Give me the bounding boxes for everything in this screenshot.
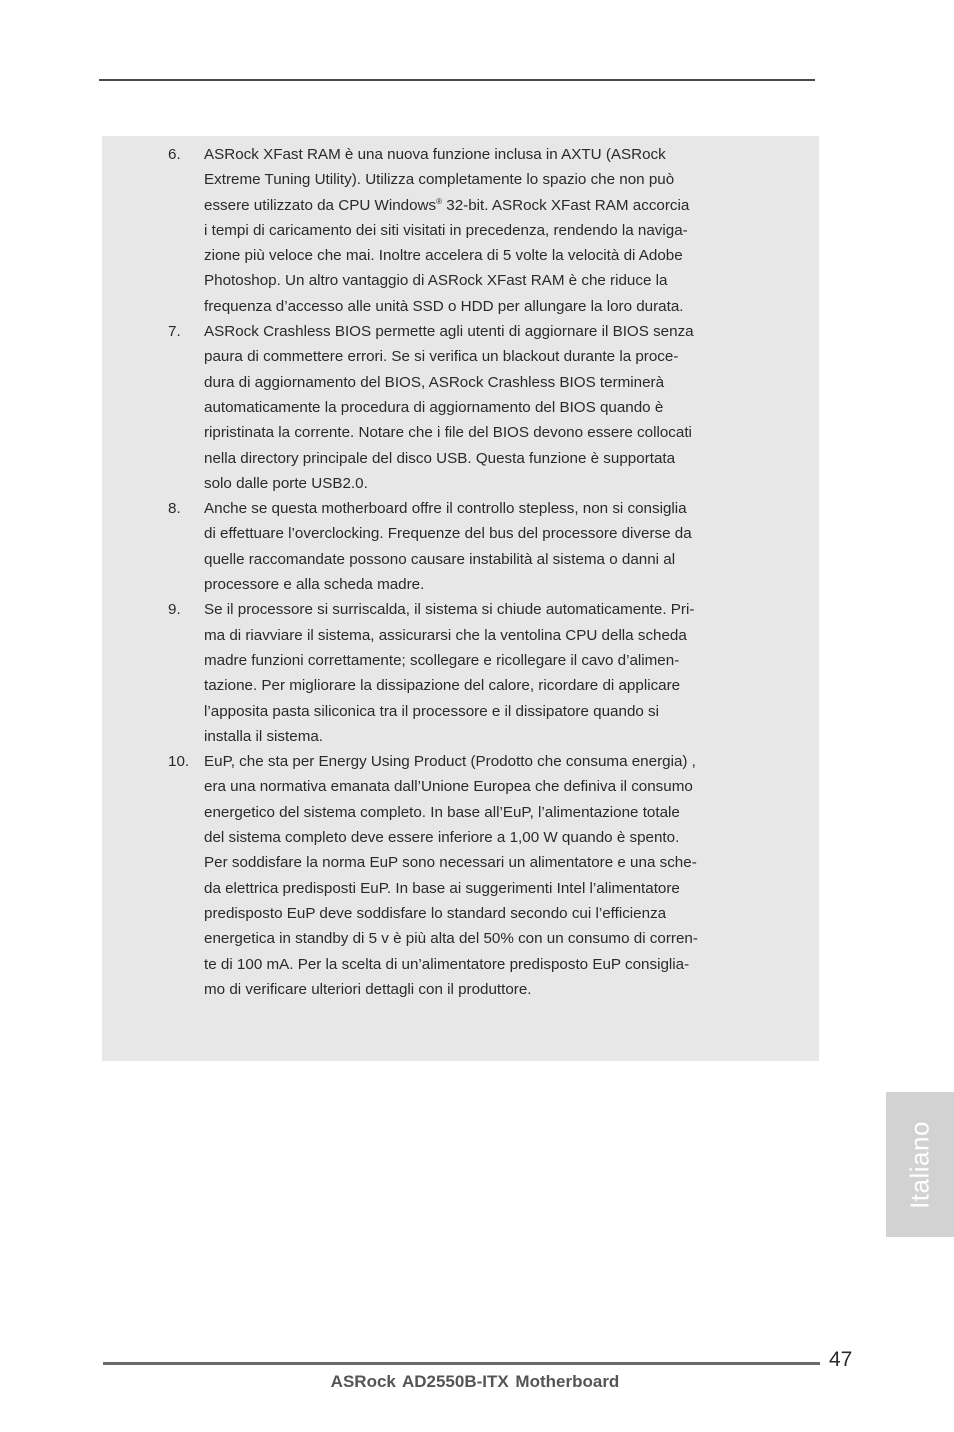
note-line-text: 32-bit. ASRock XFast RAM accorcia bbox=[442, 196, 690, 214]
note-line: frequenza d’accesso alle unità SSD o HDD per allungare la loro durata. bbox=[204, 297, 684, 315]
footer-divider bbox=[103, 1362, 820, 1365]
note-line: solo dalle porte USB2.0. bbox=[204, 474, 368, 492]
note-line: da elettrica predisposti EuP. In base ai suggerimenti Intel l’alimentatore bbox=[204, 879, 680, 897]
note-item-9 bbox=[168, 597, 758, 749]
note-line: energetico del sistema completo. In base all’EuP, l’alimentazione totale bbox=[204, 803, 680, 821]
notes-list bbox=[168, 142, 758, 1002]
note-line: ASRock Crashless BIOS permette agli utenti di aggiornare il BIOS senza bbox=[204, 323, 694, 341]
registered-mark: ® bbox=[436, 196, 443, 206]
note-line: ma di riavviare il sistema, assicurarsi che la ventolina CPU della scheda bbox=[204, 626, 687, 644]
note-line: processore e alla scheda madre. bbox=[204, 576, 425, 594]
note-item-7 bbox=[168, 319, 758, 496]
note-line: Per soddisfare la norma EuP sono necessari un alimentatore e una sche- bbox=[204, 854, 697, 872]
note-line: Photoshop. Un altro vantaggio di ASRock XFast RAM è che riduce la bbox=[204, 272, 668, 290]
language-tab-label: Italiano bbox=[904, 1120, 935, 1209]
note-line: di effettuare l’overclocking. Frequenze del bus del processore diverse da bbox=[204, 525, 692, 543]
note-number: 7. bbox=[168, 323, 181, 341]
note-line: Se il processore si surriscalda, il sistema si chiude automaticamente. Pri- bbox=[204, 601, 695, 619]
footer-title: ASRock AD2550B-ITX Motherboard bbox=[330, 1372, 620, 1391]
note-line-text: essere utilizzato da CPU Windows bbox=[204, 196, 437, 214]
note-line-with-trademark bbox=[204, 193, 758, 218]
note-line: installa il sistema. bbox=[204, 727, 324, 745]
note-line: ASRock XFast RAM è una nuova funzione inclusa in AXTU (ASRock bbox=[204, 146, 666, 163]
note-line: te di 100 mA. Per la scelta di un’alimentatore predisposto EuP consiglia- bbox=[204, 955, 690, 973]
note-line: Anche se questa motherboard offre il controllo stepless, non si consiglia bbox=[204, 500, 687, 518]
note-line: automaticamente la procedura di aggiornamento del BIOS quando è bbox=[204, 398, 664, 416]
note-line: del sistema completo deve essere inferiore a 1,00 W quando è spento. bbox=[204, 829, 680, 847]
note-line: zione più veloce che mai. Inoltre accelera di 5 volte la velocità di Adobe bbox=[204, 247, 683, 265]
note-number: 10. bbox=[168, 753, 190, 771]
note-line: era una normativa emanata dall’Unione Europea che definiva il consumo bbox=[204, 778, 693, 796]
note-line: madre funzioni correttamente; scollegare e ricollegare il cavo d’alimen- bbox=[204, 651, 680, 669]
note-line: mo di verificare ulteriori dettagli con il produttore. bbox=[204, 980, 532, 998]
language-tab bbox=[886, 1092, 954, 1237]
note-line: energetica in standby di 5 v è più alta del 50% con un consumo di corren- bbox=[204, 930, 698, 948]
note-line: quelle raccomandate possono causare instabilità al sistema o danni al bbox=[204, 550, 676, 568]
note-line: l’apposita pasta siliconica tra il processore e il dissipatore quando si bbox=[204, 702, 660, 720]
note-line: nella directory principale del disco USB. Questa funzione è supportata bbox=[204, 449, 676, 467]
note-line: ripristinata la corrente. Notare che i file del BIOS devono essere collocati bbox=[204, 424, 692, 442]
note-number: 8. bbox=[168, 500, 181, 518]
note-line: EuP, che sta per Energy Using Product (Prodotto che consuma energia) , bbox=[204, 753, 696, 771]
note-line: predisposto EuP deve soddisfare lo standard secondo cui l’efficienza bbox=[204, 904, 667, 922]
top-divider bbox=[99, 79, 815, 81]
note-line: tazione. Per migliorare la dissipazione del calore, ricordare di applicare bbox=[204, 677, 681, 695]
note-number: 9. bbox=[168, 601, 181, 619]
note-line: Extreme Tuning Utility). Utilizza completamente lo spazio che non può bbox=[204, 171, 675, 189]
note-number: 6. bbox=[168, 146, 181, 163]
note-item-8 bbox=[168, 496, 758, 597]
note-line: paura di commettere errori. Se si verifica un blackout durante la proce- bbox=[204, 348, 679, 366]
page-number: 47 bbox=[829, 1348, 853, 1371]
note-line: dura di aggiornamento del BIOS, ASRock Crashless BIOS terminerà bbox=[204, 373, 665, 391]
note-item-6 bbox=[168, 142, 758, 319]
note-line: i tempi di caricamento dei siti visitati in precedenza, rendendo la naviga- bbox=[204, 221, 688, 239]
note-item-10 bbox=[168, 749, 758, 1002]
